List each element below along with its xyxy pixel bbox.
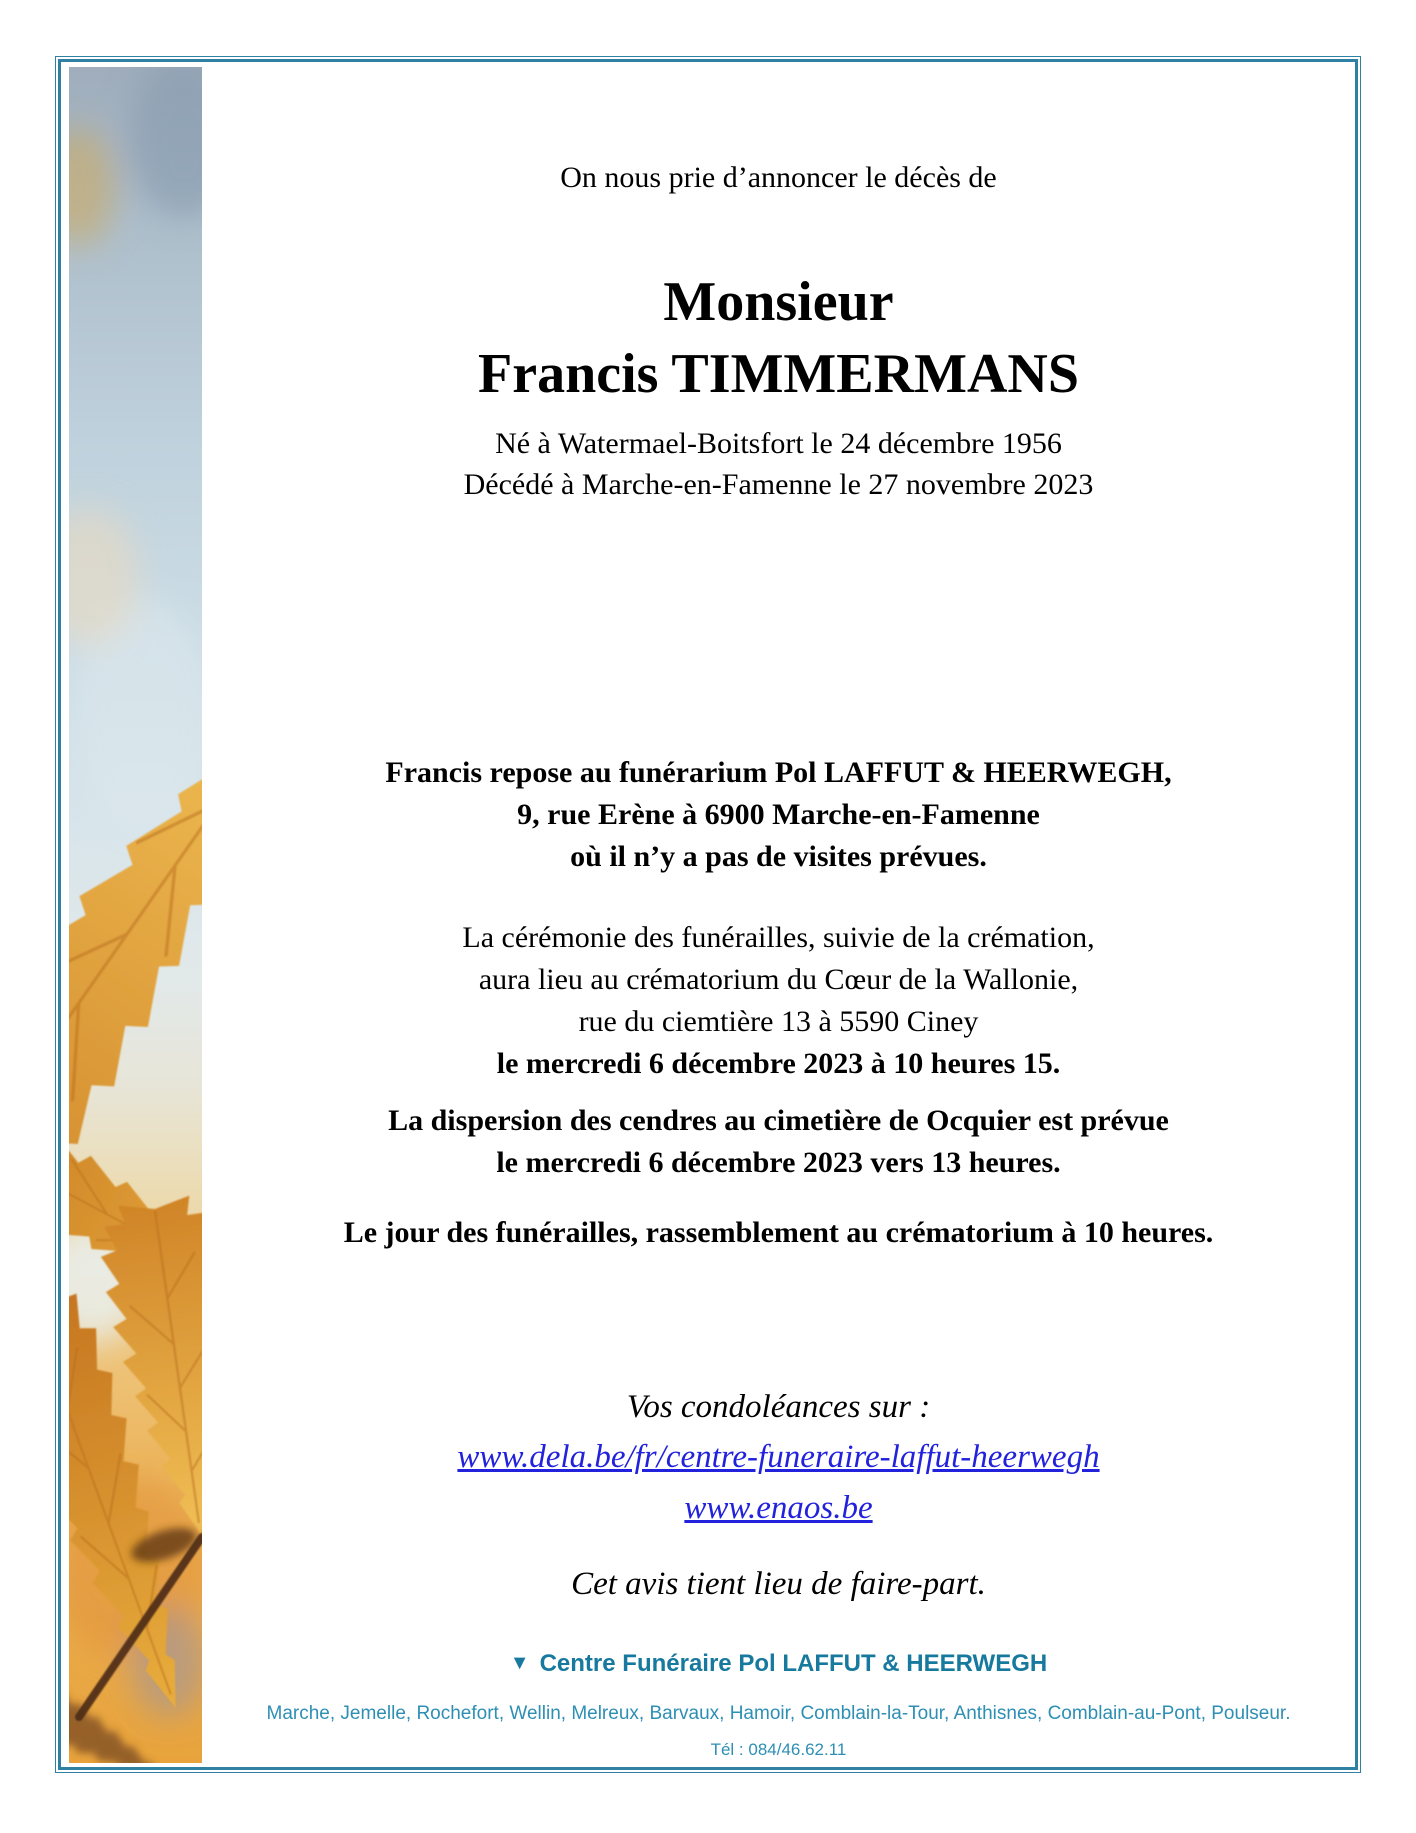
life-dates-block bbox=[202, 423, 1355, 505]
ceremony-datetime-line: le mercredi 6 décembre 2023 à 10 heures 15. bbox=[496, 1047, 1061, 1080]
condolences-link-dela[interactable]: www.dela.be/fr/centre-funeraire-laffut-heerwegh bbox=[457, 1439, 1100, 1475]
repose-line: 9, rue Erène à 6900 Marche-en-Famenne bbox=[517, 798, 1040, 831]
funeral-home-brand bbox=[202, 1650, 1355, 1678]
intro-line: On nous prie d’annoncer le décès de bbox=[560, 161, 997, 194]
ceremony-line: rue du ciemtière 13 à 5590 Ciney bbox=[578, 1005, 979, 1038]
funeral-home-locations: Marche, Jemelle, Rochefort, Wellin, Melreux, Barvaux, Hamoir, Comblain-la-Tour, Anthisnes, Comblain-au-Pont, Poulseur. bbox=[266, 1703, 1291, 1724]
dispersion-line: La dispersion des cendres au cimetière de Ocquier est prévue bbox=[388, 1104, 1169, 1137]
condolences-link-enaos[interactable]: www.enaos.be bbox=[684, 1490, 873, 1526]
repose-line: Francis repose au funérarium Pol LAFFUT & HEERWEGH, bbox=[385, 756, 1172, 789]
repose-paragraph bbox=[202, 752, 1355, 878]
deceased-title: Monsieur bbox=[663, 271, 894, 333]
ceremony-paragraph bbox=[202, 917, 1355, 1085]
dispersion-line: le mercredi 6 décembre 2023 vers 13 heures. bbox=[496, 1146, 1061, 1179]
birth-line: Né à Watermael-Boitsfort le 24 décembre 1956 bbox=[495, 427, 1062, 460]
condolences-label: Vos condoléances sur : bbox=[626, 1389, 931, 1425]
ceremony-line: aura lieu au crématorium du Cœur de la Wallonie, bbox=[478, 963, 1079, 996]
funeral-home-phone: Tél : 084/46.62.11 bbox=[710, 1740, 847, 1759]
autumn-leaves-photo bbox=[69, 67, 202, 1763]
death-line: Décédé à Marche-en-Famenne le 27 novembre 2023 bbox=[463, 468, 1094, 501]
triangle-down-icon: ▼ bbox=[509, 1652, 530, 1674]
announcement-body bbox=[202, 0, 1355, 1833]
deceased-name-block bbox=[202, 266, 1355, 410]
ashes-dispersion-paragraph bbox=[202, 1100, 1355, 1184]
repose-line: où il n’y a pas de visites prévues. bbox=[570, 840, 987, 873]
funeral-home-name: Centre Funéraire Pol LAFFUT & HEERWEGH bbox=[539, 1650, 1048, 1677]
deceased-name: Francis TIMMERMANS bbox=[478, 343, 1079, 405]
gathering-line: Le jour des funérailles, rassemblement au crématorium à 10 heures. bbox=[343, 1216, 1214, 1249]
faire-part-notice: Cet avis tient lieu de faire-part. bbox=[571, 1566, 986, 1602]
condolences-links bbox=[202, 1432, 1355, 1534]
ceremony-line: La cérémonie des funérailles, suivie de la crémation, bbox=[462, 921, 1095, 954]
